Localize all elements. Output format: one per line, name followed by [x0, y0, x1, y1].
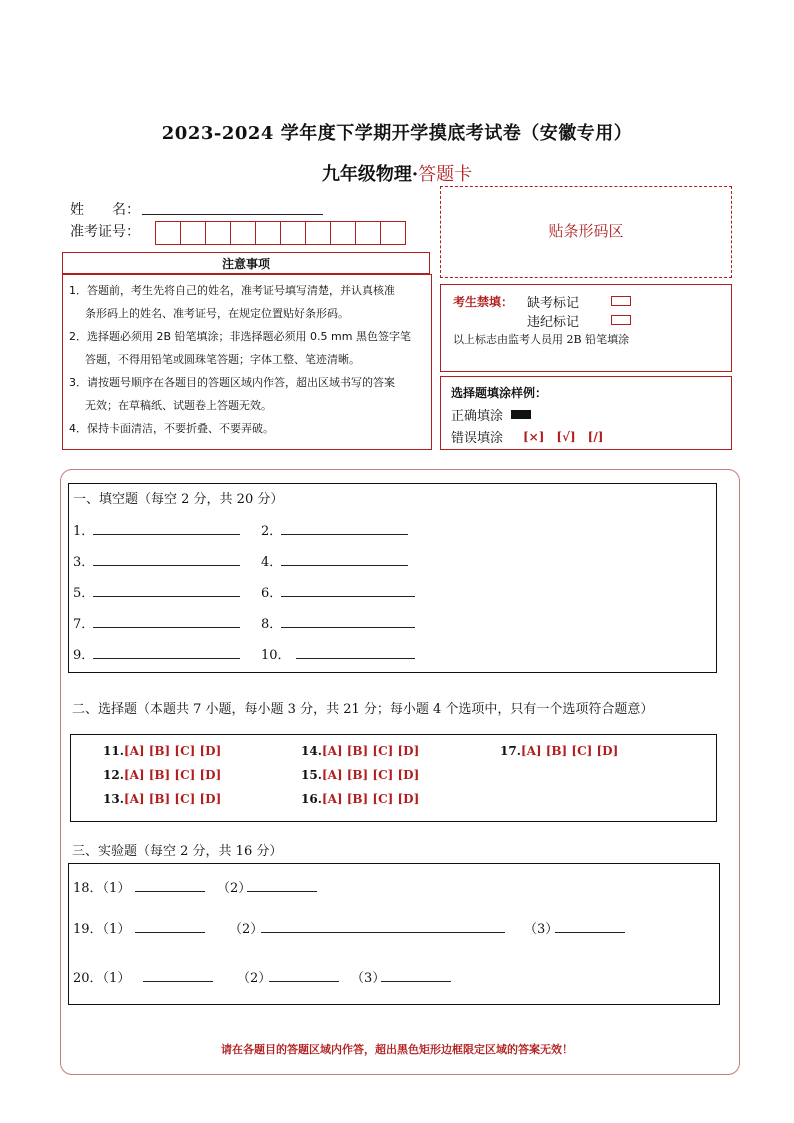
- q7-answer[interactable]: [93, 627, 240, 628]
- q10-label: 10．: [261, 648, 291, 663]
- id-digit-cell[interactable]: [255, 221, 281, 245]
- q14-number: 14.: [301, 744, 322, 758]
- q19-2-answer[interactable]: [261, 932, 505, 933]
- q12-number: 12.: [103, 768, 124, 782]
- notice-line-2: 条形码上的姓名、准考证号，在规定位置贴好条形码。: [85, 307, 349, 320]
- choice-q11[interactable]: [103, 744, 221, 758]
- q19-2-label: （2）: [229, 922, 264, 937]
- q20-1-answer[interactable]: [143, 981, 213, 982]
- q6-label: 6．: [261, 586, 283, 601]
- section2-title: 二、选择题（本题共 7 小题，每小题 3 分，共 21 分；每小题 4 个选项中，只有一个选项符合题意）: [72, 702, 654, 717]
- wrong-label: 错误填涂: [451, 431, 504, 446]
- q3-label: 3．: [73, 555, 95, 570]
- choice-q14[interactable]: [301, 744, 419, 758]
- fill-sample-box: [440, 376, 732, 450]
- q2-answer[interactable]: [281, 534, 408, 535]
- q19-3-answer[interactable]: [555, 932, 625, 933]
- notice-heading: 注意事项: [62, 252, 430, 274]
- q14-options: [A] [B] [C] [D]: [321, 744, 420, 758]
- q1-answer[interactable]: [93, 534, 240, 535]
- subtitle-dot: ·: [411, 164, 419, 185]
- choice-q12[interactable]: [103, 768, 221, 782]
- id-digit-cell[interactable]: [280, 221, 306, 245]
- answer-card-label: 答题卡: [418, 164, 473, 185]
- id-label: 准考证号：: [70, 224, 140, 240]
- q15-options: [A] [B] [C] [D]: [321, 768, 420, 782]
- q12-options: [A] [B] [C] [D]: [123, 768, 222, 782]
- q17-options: [A] [B] [C] [D]: [520, 744, 619, 758]
- footer-warning: 请在各题目的答题区域内作答，超出黑色矩形边框限定区域的答案无效！: [221, 1043, 573, 1056]
- q20-2-answer[interactable]: [269, 981, 339, 982]
- choice-q16[interactable]: [301, 792, 419, 806]
- notice-line-6: 无效；在草稿纸、试题卷上答题无效。: [85, 399, 272, 412]
- q9-label: 9．: [73, 648, 95, 663]
- id-digit-cell[interactable]: [305, 221, 331, 245]
- id-digit-cell[interactable]: [230, 221, 256, 245]
- notice-line-7: 4．保持卡面清洁，不要折叠、不要弄破。: [69, 422, 274, 435]
- q16-options: [A] [B] [C] [D]: [321, 792, 420, 806]
- id-digit-cell[interactable]: [355, 221, 381, 245]
- q11-options: [A] [B] [C] [D]: [123, 744, 222, 758]
- q11-number: 11.: [103, 744, 124, 758]
- sample-label: 选择题填涂样例：: [451, 386, 548, 400]
- q20-2-label: （2）: [237, 971, 272, 986]
- choice-q17[interactable]: [500, 744, 618, 758]
- q5-answer[interactable]: [93, 596, 240, 597]
- q13-options: [A] [B] [C] [D]: [123, 792, 222, 806]
- q17-number: 17.: [500, 744, 521, 758]
- absent-mark-box[interactable]: [611, 296, 631, 306]
- forbid-note: 以上标志由监考人员用 2B 铅笔填涂: [453, 333, 630, 346]
- q1-label: 1．: [73, 524, 95, 539]
- q8-answer[interactable]: [281, 627, 415, 628]
- correct-label: 正确填涂: [451, 409, 504, 424]
- q4-label: 4．: [261, 555, 283, 570]
- notice-line-5: 3．请按题号顺序在各题目的答题区域内作答，超出区域书写的答案: [69, 376, 395, 389]
- name-field[interactable]: [142, 214, 323, 215]
- choice-q13[interactable]: [103, 792, 221, 806]
- subject-label: 九年级物理: [321, 164, 412, 185]
- id-digit-cell[interactable]: [380, 221, 406, 245]
- violation-mark-box[interactable]: [611, 315, 631, 325]
- notice-body: [62, 274, 432, 450]
- choice-q15[interactable]: [301, 768, 419, 782]
- notice-line-3: 2．选择题必须用 2B 铅笔填涂；非选择题必须用 0.5 mm 黑色签字笔: [69, 330, 411, 343]
- q16-number: 16.: [301, 792, 322, 806]
- q13-number: 13.: [103, 792, 124, 806]
- id-digit-cell[interactable]: [205, 221, 231, 245]
- q20-label: 20．（1）: [73, 971, 131, 986]
- section1-title: 一、填空题（每空 2 分，共 20 分）: [73, 492, 284, 507]
- barcode-area: 贴条形码区: [440, 186, 732, 278]
- q20-3-label: （3）: [351, 971, 386, 986]
- id-digit-cell[interactable]: [180, 221, 206, 245]
- forbid-label: 考生禁填：: [453, 295, 514, 309]
- q18-label: 18．（1）: [73, 881, 131, 896]
- q6-answer[interactable]: [281, 596, 415, 597]
- q9-answer[interactable]: [93, 658, 240, 659]
- q19-3-label: （3）: [524, 922, 559, 937]
- section-multiple-choice: [70, 734, 717, 822]
- exam-title: 2023-2024 学年度下学期开学摸底考试卷（安徽专用）: [161, 123, 633, 144]
- q19-label: 19．（1）: [73, 922, 131, 937]
- violation-label: 违纪标记: [527, 315, 580, 330]
- q5-label: 5．: [73, 586, 95, 601]
- correct-fill-sample: [511, 410, 531, 419]
- invigilator-box: [440, 284, 732, 372]
- wrong-fill-samples: [×] [√] [/]: [523, 430, 604, 444]
- q19-1-answer[interactable]: [135, 932, 205, 933]
- exam-subtitle: [0, 160, 794, 186]
- section3-title: 三、实验题（每空 2 分，共 16 分）: [72, 844, 283, 859]
- section-experiment: [68, 863, 720, 1005]
- q18-2-label: （2）: [217, 881, 252, 896]
- section-fill-blank: [68, 483, 717, 673]
- name-label: 姓 名：: [70, 202, 140, 218]
- q8-label: 8．: [261, 617, 283, 632]
- q18-1-answer[interactable]: [135, 891, 205, 892]
- q15-number: 15.: [301, 768, 322, 782]
- q3-answer[interactable]: [93, 565, 240, 566]
- id-digit-cell[interactable]: [330, 221, 356, 245]
- q7-label: 7．: [73, 617, 95, 632]
- q4-answer[interactable]: [281, 565, 408, 566]
- absent-label: 缺考标记: [527, 296, 580, 311]
- q20-3-answer[interactable]: [381, 981, 451, 982]
- q18-2-answer[interactable]: [247, 891, 317, 892]
- exam-id-boxes[interactable]: [155, 221, 405, 245]
- notice-line-1: 1．答题前，考生先将自己的姓名，准考证号填写清楚，并认真核准: [69, 284, 395, 297]
- notice-line-4: 答题，不得用铅笔或圆珠笔答题；字体工整、笔迹清晰。: [85, 353, 360, 366]
- q10-answer[interactable]: [296, 658, 415, 659]
- q2-label: 2．: [261, 524, 283, 539]
- id-digit-cell[interactable]: [155, 221, 181, 245]
